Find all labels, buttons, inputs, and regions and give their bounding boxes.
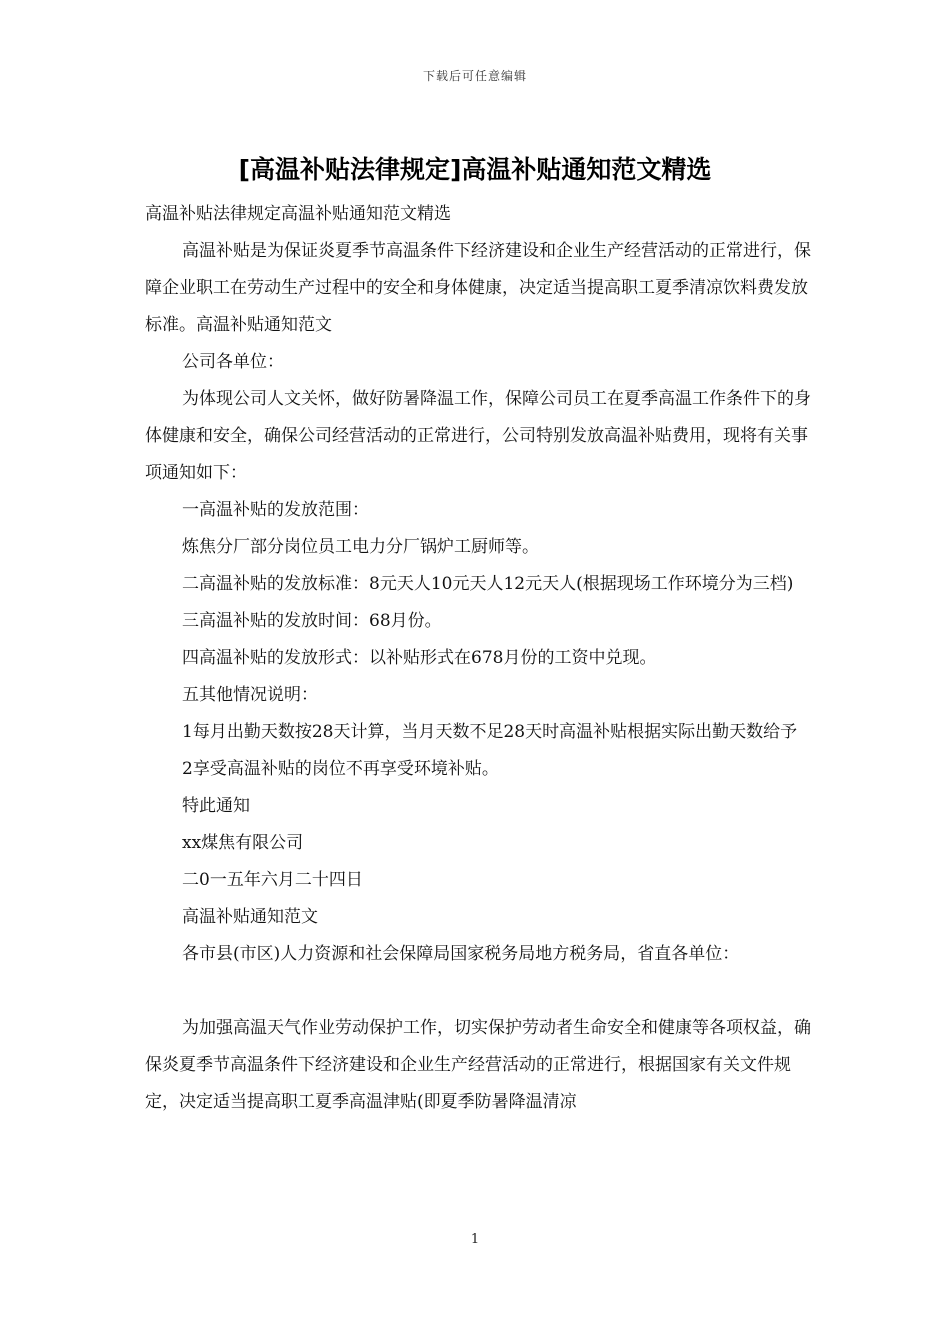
header-note: 下载后可任意编辑 (422, 69, 527, 83)
section-time: 三高温补贴的发放时间：68月份。 (182, 611, 442, 631)
intro-paragraph: 高温补贴是为保证炎夏季节高温条件下经济建设和企业生产经营活动的正常进行，保障企业职工在劳动生产过程中的安全和身体健康，决定适当提高职工夏季清凉饮料费发放标准。高温补贴通知范文 (145, 241, 811, 335)
purpose-paragraph: 为体现公司人文关怀，做好防暑降温工作，保障公司员工在夏季高温工作条件下的身体健康和安全，确保公司经营活动的正常进行，公司特别发放高温补贴费用，现将有关事项通知如下： (145, 389, 811, 483)
second-notice-heading: 高温补贴通知范文 (182, 907, 318, 927)
section-scope-content: 炼焦分厂部分岗位员工电力分厂锅炉工厨师等。 (182, 537, 539, 557)
section-other-heading: 五其他情况说明： (182, 685, 318, 705)
paragraph-gap (145, 973, 813, 1010)
section-scope-heading: 一高温补贴的发放范围： (182, 500, 369, 520)
other-item-2: 2享受高温补贴的岗位不再享受环境补贴。 (182, 759, 499, 779)
document-title: [高温补贴法律规定]高温补贴通知范文精选 (238, 155, 712, 184)
second-notice-body: 为加强高温天气作业劳动保护工作，切实保护劳动者生命安全和健康等各项权益，确保炎夏季节高温条件下经济建设和企业生产经营活动的正常进行，根据国家有关文件规定，决定适当提高职工夏季高温津贴(即夏季防暑降温清凉 (145, 1018, 811, 1112)
company-name: xx煤焦有限公司 (182, 833, 304, 853)
salutation: 公司各单位： (182, 352, 284, 372)
document-body (145, 196, 813, 1121)
other-item-1: 1每月出勤天数按28天计算，当月天数不足28天时高温补贴根据实际出勤天数给予 (182, 722, 798, 742)
second-notice-salutation: 各市县(市区)人力资源和社会保障局国家税务局地方税务局，省直各单位： (182, 944, 740, 964)
page-number: 1 (470, 1232, 480, 1247)
section-standard: 二高温补贴的发放标准：8元天人10元天人12元天人(根据现场工作环境分为三档) (182, 574, 794, 594)
section-form: 四高温补贴的发放形式：以补贴形式在678月份的工资中兑现。 (182, 648, 657, 668)
notice-date: 二0一五年六月二十四日 (182, 870, 363, 890)
closing-line: 特此通知 (182, 796, 250, 816)
subtitle-line: 高温补贴法律规定高温补贴通知范文精选 (145, 204, 451, 224)
